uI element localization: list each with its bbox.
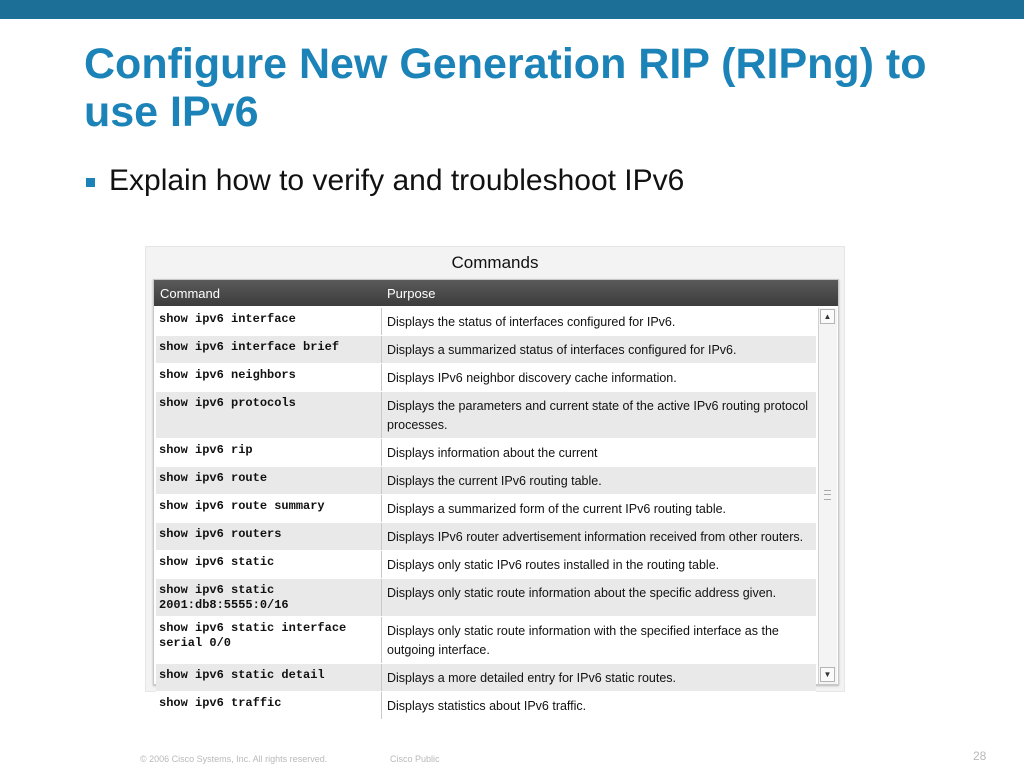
commands-panel	[145, 246, 845, 713]
command-cell: show ipv6 neighbors	[156, 364, 382, 391]
purpose-cell: Displays a summarized form of the current IPv6 routing table.	[387, 502, 727, 516]
table-row	[156, 664, 816, 692]
command-cell: show ipv6 route	[156, 467, 382, 494]
scroll-down-button[interactable]	[820, 667, 835, 682]
square-bullet-icon	[86, 178, 95, 187]
header-command: Command	[160, 286, 220, 301]
vertical-scrollbar[interactable]	[818, 308, 837, 684]
footer-classification: Cisco Public	[390, 754, 440, 764]
scroll-up-button[interactable]	[820, 309, 835, 324]
table-row	[156, 523, 816, 551]
purpose-cell: Displays a summarized status of interfaces configured for IPv6.	[387, 343, 737, 357]
table-row	[156, 364, 816, 392]
command-cell: show ipv6 static interface serial 0/0	[156, 617, 382, 663]
table-row	[156, 439, 816, 467]
command-cell: show ipv6 protocols	[156, 392, 382, 438]
table-row	[156, 495, 816, 523]
top-banner	[0, 0, 1024, 19]
triangle-down-icon: ▼	[823, 670, 832, 679]
purpose-cell: Displays the status of interfaces configured for IPv6.	[387, 315, 676, 329]
purpose-cell: Displays a more detailed entry for IPv6 static routes.	[387, 671, 677, 685]
purpose-cell: Displays only static route information with the specified interface as the outgoing interface.	[387, 624, 779, 657]
purpose-cell: Displays only static IPv6 routes installed in the routing table.	[387, 558, 720, 572]
header-purpose: Purpose	[387, 286, 436, 301]
table-body	[156, 308, 816, 713]
table-row	[156, 617, 816, 664]
command-cell: show ipv6 rip	[156, 439, 382, 466]
purpose-cell: Displays statistics about IPv6 traffic.	[387, 699, 587, 713]
table-row	[156, 692, 816, 720]
purpose-cell: Displays IPv6 neighbor discovery cache information.	[387, 371, 677, 385]
command-cell: show ipv6 interface	[156, 308, 382, 335]
table-header	[154, 280, 838, 306]
footer-copyright: © 2006 Cisco Systems, Inc. All rights reserved.	[140, 754, 328, 764]
triangle-up-icon: ▲	[823, 312, 832, 321]
command-cell: show ipv6 interface brief	[156, 336, 382, 363]
bullet-item	[86, 164, 684, 198]
purpose-cell: Displays IPv6 router advertisement information received from other routers.	[387, 530, 804, 544]
table-row	[156, 551, 816, 579]
table-row	[156, 579, 816, 617]
command-cell: show ipv6 routers	[156, 523, 382, 550]
commands-table	[153, 279, 839, 713]
slide-title: Configure New Generation RIP (RIPng) to use IPv6	[84, 40, 927, 136]
command-cell: show ipv6 static 2001:db8:5555:0/16	[156, 579, 382, 616]
scroll-grip-icon[interactable]	[824, 490, 831, 500]
table-row	[156, 308, 816, 336]
table-row	[156, 467, 816, 495]
bullet-text: Explain how to verify and troubleshoot IPv6	[109, 164, 685, 197]
purpose-cell: Displays the current IPv6 routing table.	[387, 474, 602, 488]
table-row	[156, 336, 816, 364]
command-cell: show ipv6 static detail	[156, 664, 382, 691]
command-cell: show ipv6 static	[156, 551, 382, 578]
purpose-cell: Displays information about the current	[387, 446, 598, 460]
panel-title: Commands	[451, 253, 539, 272]
table-row	[156, 392, 816, 439]
purpose-cell: Displays only static route information about the specific address given.	[387, 586, 777, 600]
command-cell: show ipv6 traffic	[156, 692, 382, 719]
command-cell: show ipv6 route summary	[156, 495, 382, 522]
page-number: 28	[973, 749, 987, 763]
purpose-cell: Displays the parameters and current state of the active IPv6 routing protocol processes.	[387, 399, 809, 432]
